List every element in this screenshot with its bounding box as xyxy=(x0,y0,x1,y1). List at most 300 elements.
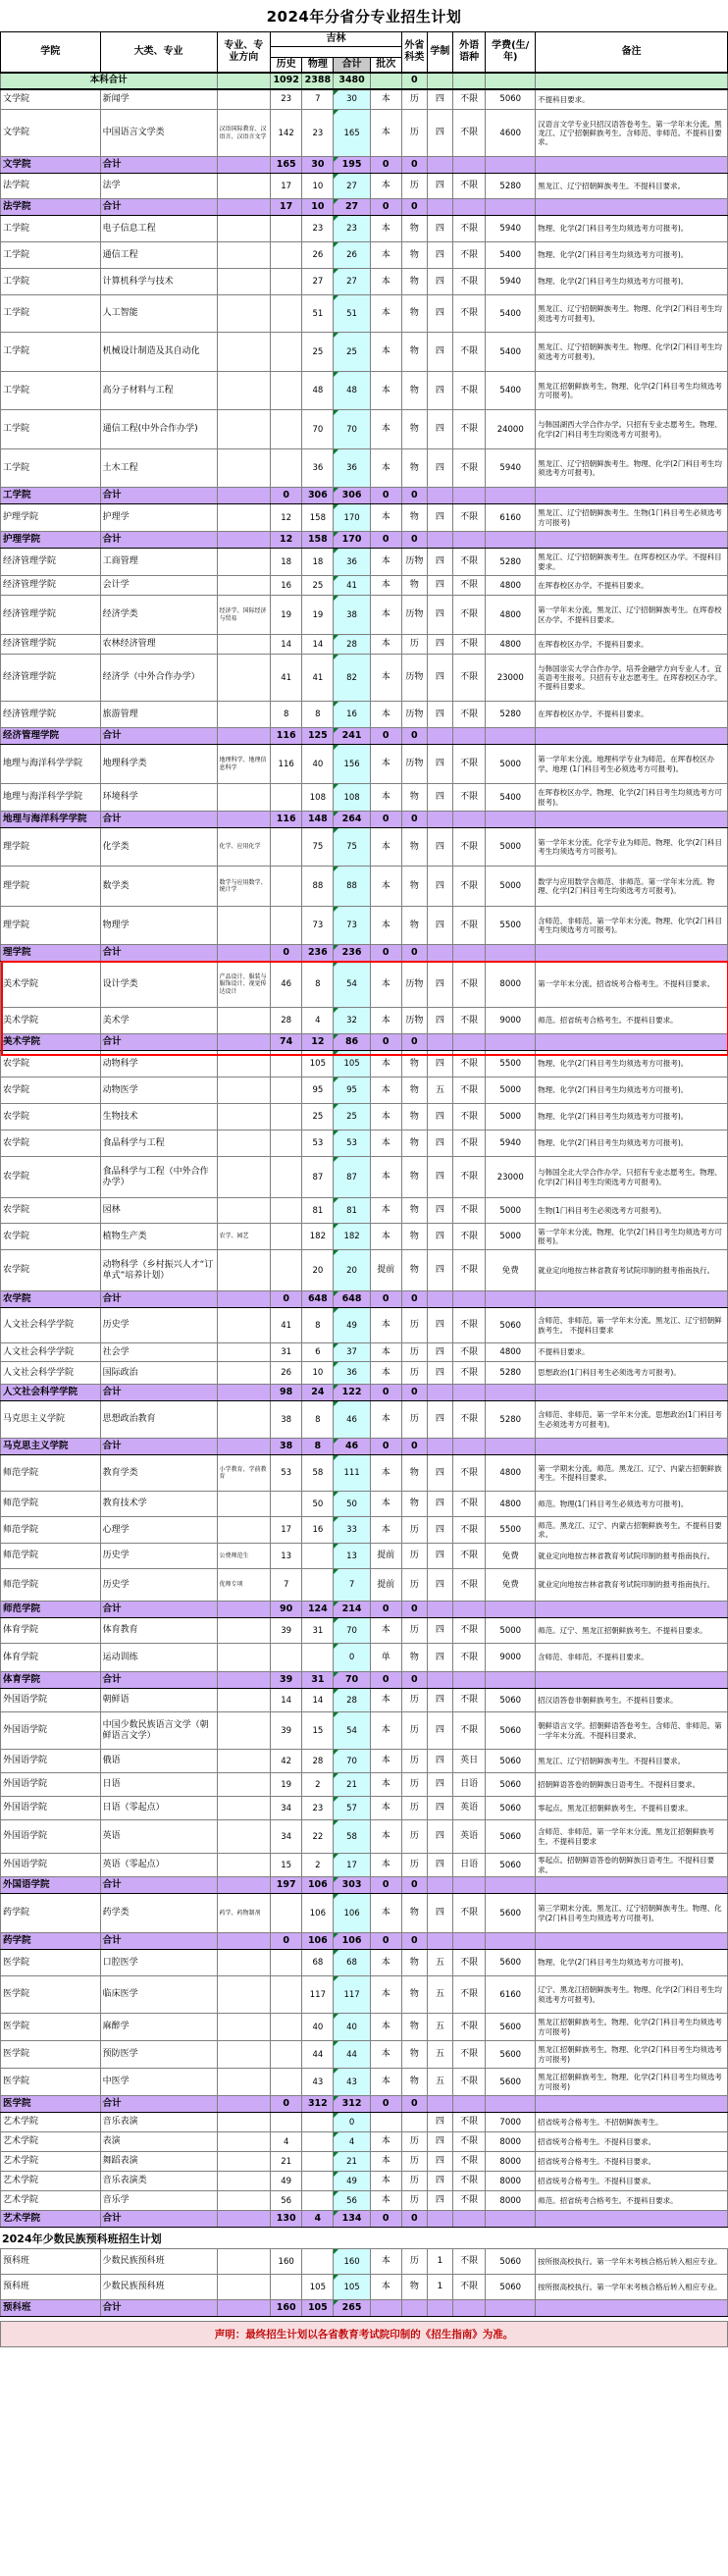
cell-fee: 5940 xyxy=(486,449,536,488)
cell-remark: 物理、化学(2门科目考生均须选考方可报考)。 xyxy=(536,1950,728,1976)
cell-college: 师范学院 xyxy=(1,1455,101,1492)
table-row xyxy=(1,2191,728,2211)
cell-outprovince: 历 xyxy=(401,1750,427,1773)
cell-remark: 黑龙江、辽宁招朝鲜族考生。物理、化学(2门科目考生均须选考方可报考)。 xyxy=(536,333,728,372)
table-row xyxy=(1,1820,728,1854)
cell-batch: 本 xyxy=(370,2249,401,2275)
cell-outprovince: 物 xyxy=(401,1198,427,1224)
prep-row xyxy=(1,2275,728,2300)
table-row xyxy=(1,1401,728,1439)
cell-college: 艺术学院 xyxy=(1,2152,101,2172)
cell-history: 160 xyxy=(271,2300,302,2317)
cell-direction xyxy=(217,1750,271,1773)
cell-fee xyxy=(486,945,536,962)
cell-batch: 本 xyxy=(370,1051,401,1078)
cell-batch: 本 xyxy=(370,295,401,333)
cell-remark: 思想政治(1门科目考生必须选考方可报考)。 xyxy=(536,1362,728,1385)
cell-outprovince: 0 xyxy=(401,1291,427,1308)
cell-years: 四 xyxy=(427,1008,452,1034)
table-row xyxy=(1,372,728,410)
header-category: 大类、专业 xyxy=(100,32,217,73)
cell-batch xyxy=(370,2300,401,2317)
cell-outprovince: 0 xyxy=(401,812,427,828)
cell-remark xyxy=(536,1877,728,1894)
cell-years: 四 xyxy=(427,1689,452,1712)
cell-major: 麻醉学 xyxy=(100,2014,217,2041)
cell-college: 马克思主义学院 xyxy=(1,1401,101,1439)
cell-years: 四 xyxy=(427,1130,452,1157)
table-row xyxy=(1,549,728,576)
cell-total: 49 xyxy=(334,1308,370,1343)
cell-history xyxy=(271,333,302,372)
cell-batch: 本 xyxy=(370,2191,401,2211)
cell-remark: 生物(1门科目考生必须选考方可报考)。 xyxy=(536,1198,728,1224)
cell-direction: 经济学、国际经济与贸易 xyxy=(217,596,271,635)
cell-batch: 本 xyxy=(370,2041,401,2069)
cell-total: 241 xyxy=(334,728,370,745)
cell-direction: 小学教育、学前教育 xyxy=(217,1455,271,1492)
cell-history: 41 xyxy=(271,655,302,702)
cell-remark xyxy=(536,1602,728,1618)
table-row xyxy=(1,576,728,596)
cell-batch: 本 xyxy=(370,1308,401,1343)
cell-language: 不限 xyxy=(452,1689,485,1712)
cell-batch: 本 xyxy=(370,1130,401,1157)
cell-outprovince: 物 xyxy=(401,449,427,488)
cell-physics xyxy=(302,1544,334,1569)
cell-direction xyxy=(217,702,271,728)
cell-remark: 第一学年末分流。黑龙江、辽宁招朝鲜族考生。在珲春校区办学。不提科目要求。 xyxy=(536,596,728,635)
cell-history: 53 xyxy=(271,1455,302,1492)
cell-batch: 本 xyxy=(370,449,401,488)
cell-language xyxy=(452,488,485,504)
cell-fee: 5500 xyxy=(486,907,536,945)
cell-history xyxy=(271,1104,302,1130)
cell-major: 通信工程 xyxy=(100,242,217,269)
cell-major: 合计 xyxy=(100,1877,217,1894)
cell-college: 艺术学院 xyxy=(1,2191,101,2211)
cell-remark: 招朝鲜语答卷的朝鲜族日语考生。不提科目要求。 xyxy=(536,1773,728,1797)
cell-remark: 物理、化学(2门科目考生均须选考方可报考)。 xyxy=(536,1051,728,1078)
cell-remark xyxy=(536,157,728,174)
table-subtotal-row xyxy=(1,1672,728,1689)
cell-outprovince: 物 xyxy=(401,1224,427,1250)
header-physics: 物理 xyxy=(302,57,334,72)
cell-physics: 2 xyxy=(302,1854,334,1877)
cell-fee xyxy=(486,728,536,745)
cell-fee xyxy=(486,812,536,828)
cell-remark: 含师范、非师范。第一学年末分流。思想政治(1门科目考生必须选考方可报考)。 xyxy=(536,1401,728,1439)
cell-batch: 0 xyxy=(370,1439,401,1455)
cell-college: 预科班 xyxy=(1,2300,101,2317)
cell-fee: 5600 xyxy=(486,1894,536,1933)
cell-batch: 本 xyxy=(370,1517,401,1544)
cell-history xyxy=(271,1224,302,1250)
prep-class-table xyxy=(0,2248,728,2317)
footer-disclaimer: 声明：最终招生计划以各省教育考试院印制的《招生指南》为准。 xyxy=(0,2321,728,2347)
cell-batch: 本 xyxy=(370,1343,401,1362)
cell-total: 54 xyxy=(334,962,370,1008)
header-history: 历史 xyxy=(271,57,302,72)
cell-total: 105 xyxy=(334,2275,370,2300)
cell-college: 农学院 xyxy=(1,1291,101,1308)
cell-outprovince: 历 xyxy=(401,1401,427,1439)
cell-remark: 黑龙江、辽宁招朝鲜族考生。不提科目要求。 xyxy=(536,174,728,199)
cell-language xyxy=(452,1385,485,1401)
cell-direction xyxy=(217,1291,271,1308)
cell-outprovince: 0 xyxy=(401,1034,427,1051)
cell-fee: 4800 xyxy=(486,635,536,655)
cell-physics: 12 xyxy=(302,1034,334,1051)
cell-total: 46 xyxy=(334,1439,370,1455)
table-row xyxy=(1,1343,728,1362)
cell-years: 四 xyxy=(427,1644,452,1672)
header-years: 学制 xyxy=(427,32,452,73)
cell-direction xyxy=(217,728,271,745)
cell-major: 口腔医学 xyxy=(100,1950,217,1976)
cell-direction xyxy=(217,1104,271,1130)
cell-remark: 在珲春校区办学。不提科目要求。 xyxy=(536,635,728,655)
cell-years xyxy=(427,1385,452,1401)
cell-years: 四 xyxy=(427,655,452,702)
cell-direction xyxy=(217,2275,271,2300)
cell-language xyxy=(452,1034,485,1051)
cell-direction xyxy=(217,1933,271,1950)
cell-language: 不限 xyxy=(452,449,485,488)
cell-outprovince: 历 xyxy=(401,1517,427,1544)
cell-history: 0 xyxy=(271,488,302,504)
cell-direction: 农学、园艺 xyxy=(217,1224,271,1250)
cell-direction xyxy=(217,635,271,655)
cell-total: 70 xyxy=(334,1618,370,1644)
cell-physics: 106 xyxy=(302,1877,334,1894)
cell-outprovince: 历物 xyxy=(401,1008,427,1034)
cell-fee: 5000 xyxy=(486,1224,536,1250)
cell-total: 82 xyxy=(334,655,370,702)
cell-years xyxy=(427,812,452,828)
cell-years: 四 xyxy=(427,2132,452,2152)
cell-years: 四 xyxy=(427,1544,452,1569)
cell-major: 食品科学与工程 xyxy=(100,1130,217,1157)
table-row xyxy=(1,449,728,488)
table-row xyxy=(1,333,728,372)
cell-language: 不限 xyxy=(452,745,485,784)
cell-years xyxy=(427,199,452,216)
cell-history xyxy=(271,2041,302,2069)
cell-fee: 5280 xyxy=(486,702,536,728)
cell-history xyxy=(271,828,302,867)
cell-remark: 在珲春校区办学。物理、化学(2门科目考生均须选考方可报考)。 xyxy=(536,784,728,812)
cell-language: 不限 xyxy=(452,2172,485,2191)
cell-language: 日语 xyxy=(452,1854,485,1877)
cell-batch: 本 xyxy=(370,962,401,1008)
cell-batch: 本 xyxy=(370,2172,401,2191)
cell-batch: 本 xyxy=(370,2014,401,2041)
cell-remark: 物理、化学(2门科目考生均须选考方可报考)。 xyxy=(536,216,728,242)
cell-fee: 5000 xyxy=(486,1104,536,1130)
cell-physics: 31 xyxy=(302,1672,334,1689)
cell-years: 四 xyxy=(427,216,452,242)
cell-major: 合计 xyxy=(100,532,217,549)
cell-outprovince: 0 xyxy=(401,728,427,745)
cell-remark: 黑龙江、辽宁招朝鲜族考生。物理、化学(2门科目考生均须选考方可报考)。 xyxy=(536,449,728,488)
cell-total: 4 xyxy=(334,2132,370,2152)
table-subtotal-row xyxy=(1,157,728,174)
cell-total: 41 xyxy=(334,576,370,596)
cell-major: 教育技术学 xyxy=(100,1492,217,1517)
cell-years xyxy=(427,2300,452,2317)
cell-physics: 26 xyxy=(302,242,334,269)
cell-years: 四 xyxy=(427,1854,452,1877)
cell-college: 农学院 xyxy=(1,1078,101,1104)
cell-college: 经济管理学院 xyxy=(1,635,101,655)
cell-years xyxy=(427,1877,452,1894)
cell-language xyxy=(452,728,485,745)
header-remark: 备注 xyxy=(536,32,728,73)
cell-fee: 8000 xyxy=(486,2132,536,2152)
cell-outprovince: 物 xyxy=(401,372,427,410)
cell-direction xyxy=(217,1034,271,1051)
table-subtotal-row xyxy=(1,532,728,549)
cell-major: 临床医学 xyxy=(100,1976,217,2014)
cell-direction: 公费师范生 xyxy=(217,1544,271,1569)
cell-fee xyxy=(486,2300,536,2317)
cell-years: 四 xyxy=(427,635,452,655)
cell-college: 体育学院 xyxy=(1,1618,101,1644)
cell-outprovince: 物 xyxy=(401,2014,427,2041)
cell-remark xyxy=(536,1291,728,1308)
cell-total: 264 xyxy=(334,812,370,828)
cell-fee xyxy=(486,2096,536,2113)
cell-major: 食品科学与工程（中外合作办学） xyxy=(100,1157,217,1198)
cell-college: 药学院 xyxy=(1,1933,101,1950)
table-row xyxy=(1,2069,728,2096)
cell-direction xyxy=(217,1773,271,1797)
cell-direction xyxy=(217,945,271,962)
cell-major: 少数民族预科班 xyxy=(100,2275,217,2300)
cell-college: 体育学院 xyxy=(1,1644,101,1672)
cell-total: 58 xyxy=(334,1820,370,1854)
cell-fee: 5400 xyxy=(486,372,536,410)
cell-physics: 58 xyxy=(302,1455,334,1492)
cell-major: 经济学（中外合作办学） xyxy=(100,655,217,702)
cell-direction xyxy=(217,1644,271,1672)
cell-total: 36 xyxy=(334,1362,370,1385)
cell-major: 合计 xyxy=(100,199,217,216)
cell-direction xyxy=(217,2249,271,2275)
cell-years: 四 xyxy=(427,174,452,199)
cell-history: 17 xyxy=(271,1517,302,1544)
table-row xyxy=(1,1250,728,1291)
cell-college: 地理与海洋科学学院 xyxy=(1,745,101,784)
cell-college: 理学院 xyxy=(1,907,101,945)
cell-language xyxy=(452,1439,485,1455)
cell-fee: 4800 xyxy=(486,1343,536,1362)
cell-years: 四 xyxy=(427,1343,452,1362)
cell-history: 0 xyxy=(271,2096,302,2113)
cell-total: 70 xyxy=(334,1672,370,1689)
cell-college: 外国语学院 xyxy=(1,1689,101,1712)
cell-physics: 75 xyxy=(302,828,334,867)
cell-physics: 8 xyxy=(302,702,334,728)
cell-physics: 182 xyxy=(302,1224,334,1250)
cell-major: 植物生产类 xyxy=(100,1224,217,1250)
cell-fee xyxy=(486,199,536,216)
table-header xyxy=(1,32,728,73)
cell-language: 不限 xyxy=(452,1401,485,1439)
cell-major: 工商管理 xyxy=(100,549,217,576)
cell-remark: 零起点。黑龙江招朝鲜族考生。不提科目要求。 xyxy=(536,1797,728,1820)
cell-physics: 50 xyxy=(302,1492,334,1517)
cell-outprovince: 历物 xyxy=(401,549,427,576)
cell-language: 不限 xyxy=(452,1130,485,1157)
cell-physics: 6 xyxy=(302,1343,334,1362)
cell-outprovince xyxy=(401,2300,427,2317)
cell-direction xyxy=(217,242,271,269)
cell-batch: 本 xyxy=(370,784,401,812)
header-batch: 批次 xyxy=(370,57,401,72)
cell-direction xyxy=(217,1130,271,1157)
cell-college: 文学院 xyxy=(1,89,101,110)
table-row xyxy=(1,1051,728,1078)
cell-direction xyxy=(217,1385,271,1401)
cell-years: 四 xyxy=(427,449,452,488)
cell-history: 12 xyxy=(271,504,302,532)
cell-history: 165 xyxy=(271,157,302,174)
cell-direction xyxy=(217,2014,271,2041)
cell-major: 动物医学 xyxy=(100,1078,217,1104)
cell-language xyxy=(452,945,485,962)
cell-direction xyxy=(217,1198,271,1224)
cell-language xyxy=(452,532,485,549)
cell-outprovince: 物 xyxy=(401,1455,427,1492)
cell-history: 23 xyxy=(271,89,302,110)
cell-major: 环境科学 xyxy=(100,784,217,812)
cell-college: 外国语学院 xyxy=(1,1820,101,1854)
cell-college: 艺术学院 xyxy=(1,2172,101,2191)
cell-batch: 本 xyxy=(370,504,401,532)
cell-fee: 5000 xyxy=(486,1198,536,1224)
cell-language: 不限 xyxy=(452,1517,485,1544)
cell-outprovince: 物 xyxy=(401,576,427,596)
cell-batch: 本 xyxy=(370,1894,401,1933)
cell-college: 人文社会科学学院 xyxy=(1,1385,101,1401)
cell-physics: 10 xyxy=(302,199,334,216)
cell-remark: 汉语言文学专业只招汉语答卷考生。第一学年末分流。黑龙江、辽宁招朝鲜族考生。含师范、非师范。不提科目要求。 xyxy=(536,110,728,157)
cell-batch: 0 xyxy=(370,1602,401,1618)
cell-major: 物理学 xyxy=(100,907,217,945)
cell-language: 不限 xyxy=(452,1976,485,2014)
cell-direction xyxy=(217,1797,271,1820)
cell-fee: 5600 xyxy=(486,2069,536,2096)
cell-outprovince: 物 xyxy=(401,269,427,295)
cell-college: 外国语学院 xyxy=(1,1854,101,1877)
cell-major: 表演 xyxy=(100,2132,217,2152)
cell-physics xyxy=(302,2172,334,2191)
cell-major: 中国语言文学类 xyxy=(100,110,217,157)
cell-history: 19 xyxy=(271,1773,302,1797)
cell-direction xyxy=(217,1820,271,1854)
cell-remark xyxy=(536,1672,728,1689)
table-row xyxy=(1,1362,728,1385)
table-subtotal-row xyxy=(1,1385,728,1401)
table-subtotal-row xyxy=(1,1602,728,1618)
cell-history: 21 xyxy=(271,2152,302,2172)
cell-remark: 在珲春校区办学。不提科目要求。 xyxy=(536,576,728,596)
cell-years xyxy=(427,1439,452,1455)
cell-total: 25 xyxy=(334,333,370,372)
cell-remark xyxy=(536,532,728,549)
cell-major: 地理科学类 xyxy=(100,745,217,784)
cell-total: 37 xyxy=(334,1343,370,1362)
cell-direction xyxy=(217,576,271,596)
cell-physics: 105 xyxy=(302,2300,334,2317)
cell-outprovince: 历物 xyxy=(401,655,427,702)
cell-fee: 5600 xyxy=(486,2014,536,2041)
cell-college: 经济管理学院 xyxy=(1,549,101,576)
cell-outprovince: 历 xyxy=(401,1773,427,1797)
cell-college: 地理与海洋科学学院 xyxy=(1,784,101,812)
cell-total: 49 xyxy=(334,2172,370,2191)
cell-direction xyxy=(217,449,271,488)
cell-years: 四 xyxy=(427,907,452,945)
cell-outprovince: 物 xyxy=(401,2069,427,2096)
cell-remark: 第一学年末分流。化学专业为师范。物理、化学(2门科目考生均须选考方可报考)。 xyxy=(536,828,728,867)
cell-college: 医学院 xyxy=(1,2069,101,2096)
cell-years xyxy=(427,1034,452,1051)
cell-major: 美术学 xyxy=(100,1008,217,1034)
cell-physics: 8 xyxy=(302,1308,334,1343)
cell-years: 1 xyxy=(427,2249,452,2275)
cell-history: 142 xyxy=(271,110,302,157)
cell-remark: 物理、化学(2门科目考生均须选考方可报考)。 xyxy=(536,242,728,269)
cell-remark: 按所报高校执行。第一学年末考核合格后转入相应专业。 xyxy=(536,2249,728,2275)
cell-outprovince: 0 xyxy=(401,1385,427,1401)
table-row xyxy=(1,1569,728,1602)
cell-major: 经济学类 xyxy=(100,596,217,635)
cell-outprovince: 历 xyxy=(401,635,427,655)
cell-physics: 16 xyxy=(302,1517,334,1544)
cell-remark: 在珲春校区办学。不提科目要求。 xyxy=(536,702,728,728)
cell-history xyxy=(271,1250,302,1291)
cell-fee: 5940 xyxy=(486,269,536,295)
cell-major: 机械设计制造及其自动化 xyxy=(100,333,217,372)
cell-remark: 黑龙江招朝鲜族考生。物理、化学(2门科目考生均须选考方可报考) xyxy=(536,2069,728,2096)
cell-remark: 零起点。招朝鲜语答卷的朝鲜族日语考生。不提科目要求。 xyxy=(536,1854,728,1877)
cell-batch: 本 xyxy=(370,1797,401,1820)
cell-batch: 0 xyxy=(370,1672,401,1689)
cell-grand-outprovince: 0 xyxy=(401,73,427,89)
cell-remark: 含师范、非师范。第一学年末分流。物理、化学(2门科目考生均须选考方可报考)。 xyxy=(536,907,728,945)
cell-major: 历史学 xyxy=(100,1569,217,1602)
cell-language: 不限 xyxy=(452,1618,485,1644)
cell-physics: 158 xyxy=(302,504,334,532)
cell-fee: 5060 xyxy=(486,1712,536,1750)
cell-outprovince: 物 xyxy=(401,907,427,945)
table-row xyxy=(1,1773,728,1797)
header-group-province: 吉林 xyxy=(271,32,402,47)
cell-years: 四 xyxy=(427,1820,452,1854)
cell-language xyxy=(452,1877,485,1894)
cell-remark xyxy=(536,2096,728,2113)
cell-total: 26 xyxy=(334,242,370,269)
cell-total: 16 xyxy=(334,702,370,728)
cell-history: 0 xyxy=(271,945,302,962)
cell-fee: 5060 xyxy=(486,1308,536,1343)
cell-years xyxy=(427,728,452,745)
header-outprovince: 外省科类 xyxy=(401,32,427,73)
cell-physics: 117 xyxy=(302,1976,334,2014)
